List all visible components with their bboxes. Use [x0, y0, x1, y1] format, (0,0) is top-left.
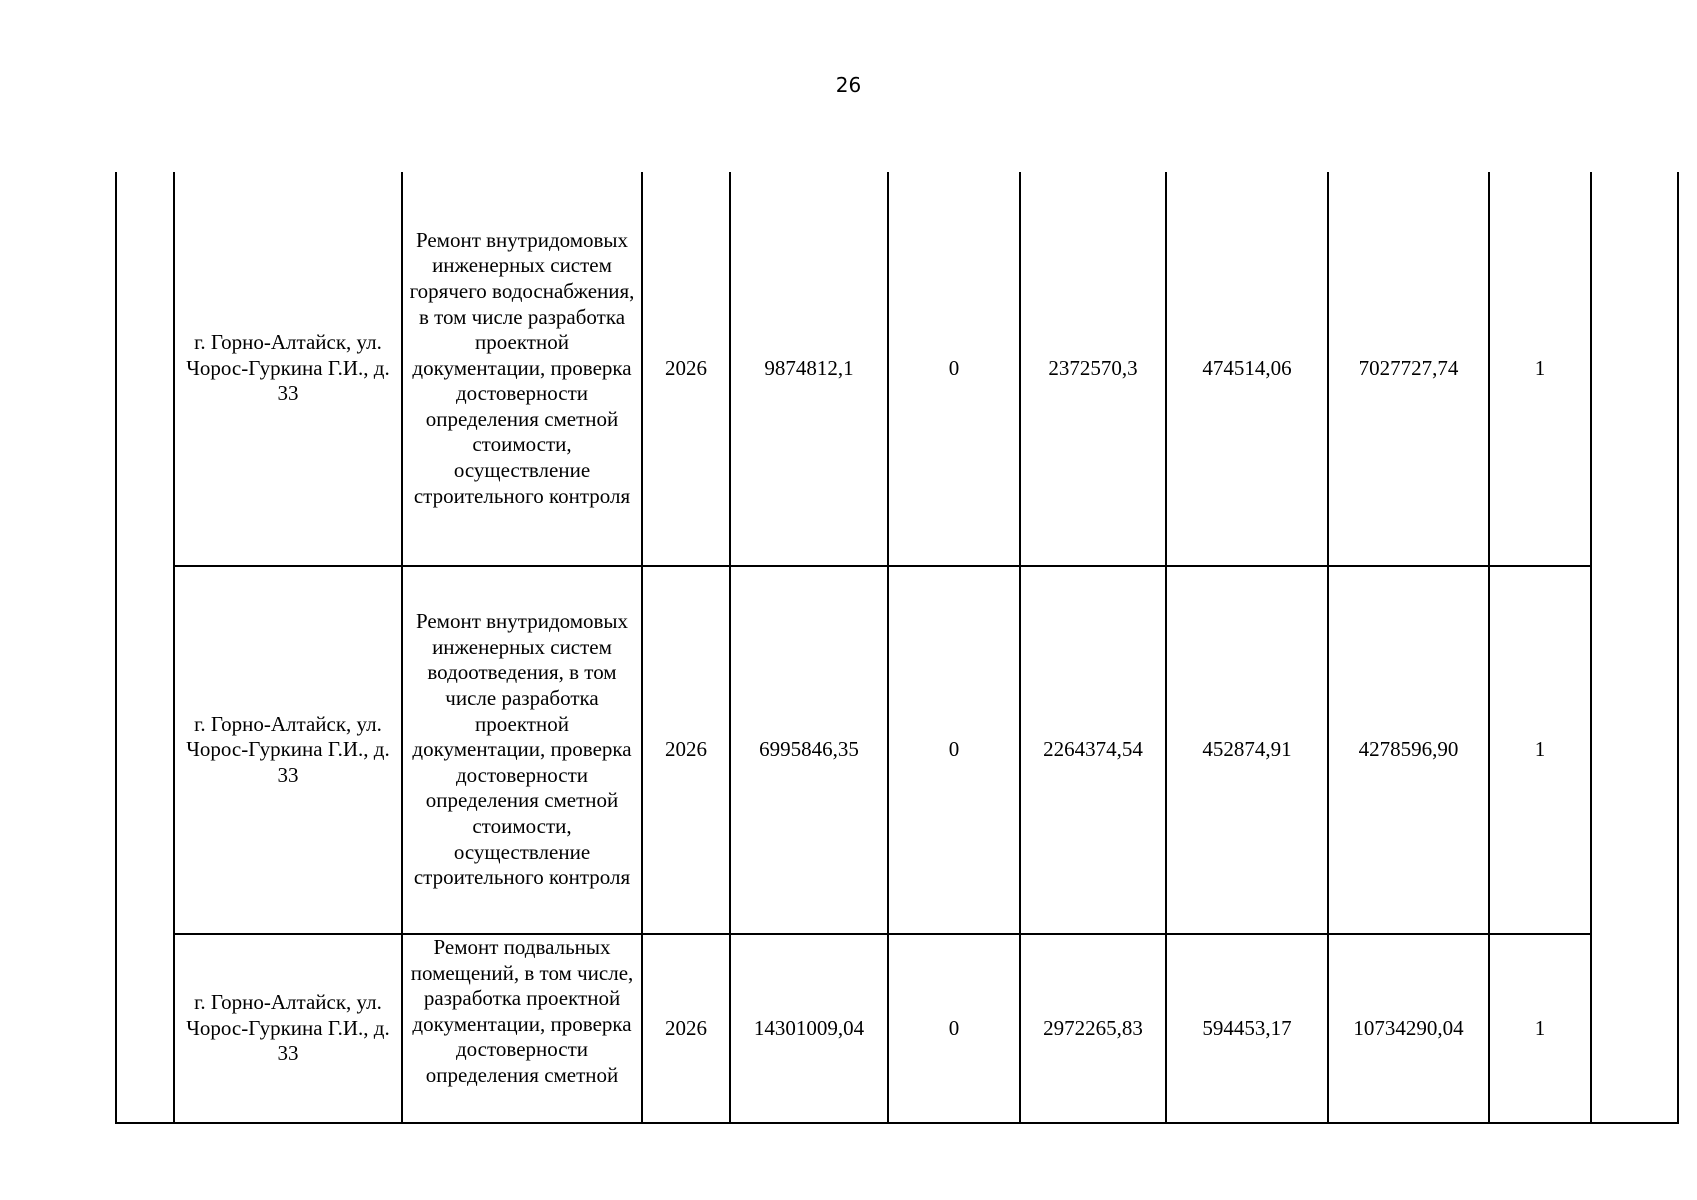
table-row	[116, 934, 1678, 1123]
value-cell: 474514,06	[1166, 172, 1328, 566]
address-cell: г. Горно-Алтайск, ул. Чорос-Гуркина Г.И., д. 33	[174, 566, 402, 934]
value-cell: 2264374,54	[1020, 566, 1166, 934]
page-number: 26	[835, 73, 862, 97]
total-cost-cell: 14301009,04	[730, 934, 888, 1123]
value-cell: 2972265,83	[1020, 934, 1166, 1123]
work-description-cell: Ремонт внутридомовых инженерных систем горячего водоснабжения, в том числе разработка проектной документации, проверка достоверности определения сметной стоимости, осуществление строительного контроля	[402, 172, 642, 566]
value-cell: 594453,17	[1166, 934, 1328, 1123]
total-cost-cell: 6995846,35	[730, 566, 888, 934]
value-cell: 0	[888, 172, 1020, 566]
value-cell: 7027727,74	[1328, 172, 1489, 566]
work-description-cell: Ремонт подвальных помещений, в том числе, разработка проектной документации, проверка достоверности определения сметной	[402, 934, 642, 1123]
value-cell: 4278596,90	[1328, 566, 1489, 934]
table-row	[116, 172, 1678, 566]
value-cell: 452874,91	[1166, 566, 1328, 934]
address-cell: г. Горно-Алтайск, ул. Чорос-Гуркина Г.И., д. 33	[174, 172, 402, 566]
year-cell: 2026	[642, 566, 730, 934]
count-cell: 1	[1489, 566, 1591, 934]
work-description-cell: Ремонт внутридомовых инженерных систем водоотведения, в том числе разработка проектной документации, проверка достоверности определения сметной стоимости, осуществление строительного контроля	[402, 566, 642, 934]
count-cell: 1	[1489, 172, 1591, 566]
last-column-cell	[1591, 172, 1678, 1123]
year-cell: 2026	[642, 934, 730, 1123]
row-number-cell	[116, 172, 174, 1123]
value-cell: 2372570,3	[1020, 172, 1166, 566]
address-cell: г. Горно-Алтайск, ул. Чорос-Гуркина Г.И., д. 33	[174, 934, 402, 1123]
total-cost-cell: 9874812,1	[730, 172, 888, 566]
value-cell: 10734290,04	[1328, 934, 1489, 1123]
year-cell: 2026	[642, 172, 730, 566]
value-cell: 0	[888, 934, 1020, 1123]
table-row	[116, 566, 1678, 934]
count-cell: 1	[1489, 934, 1591, 1123]
repair-works-table	[115, 172, 1679, 1124]
value-cell: 0	[888, 566, 1020, 934]
